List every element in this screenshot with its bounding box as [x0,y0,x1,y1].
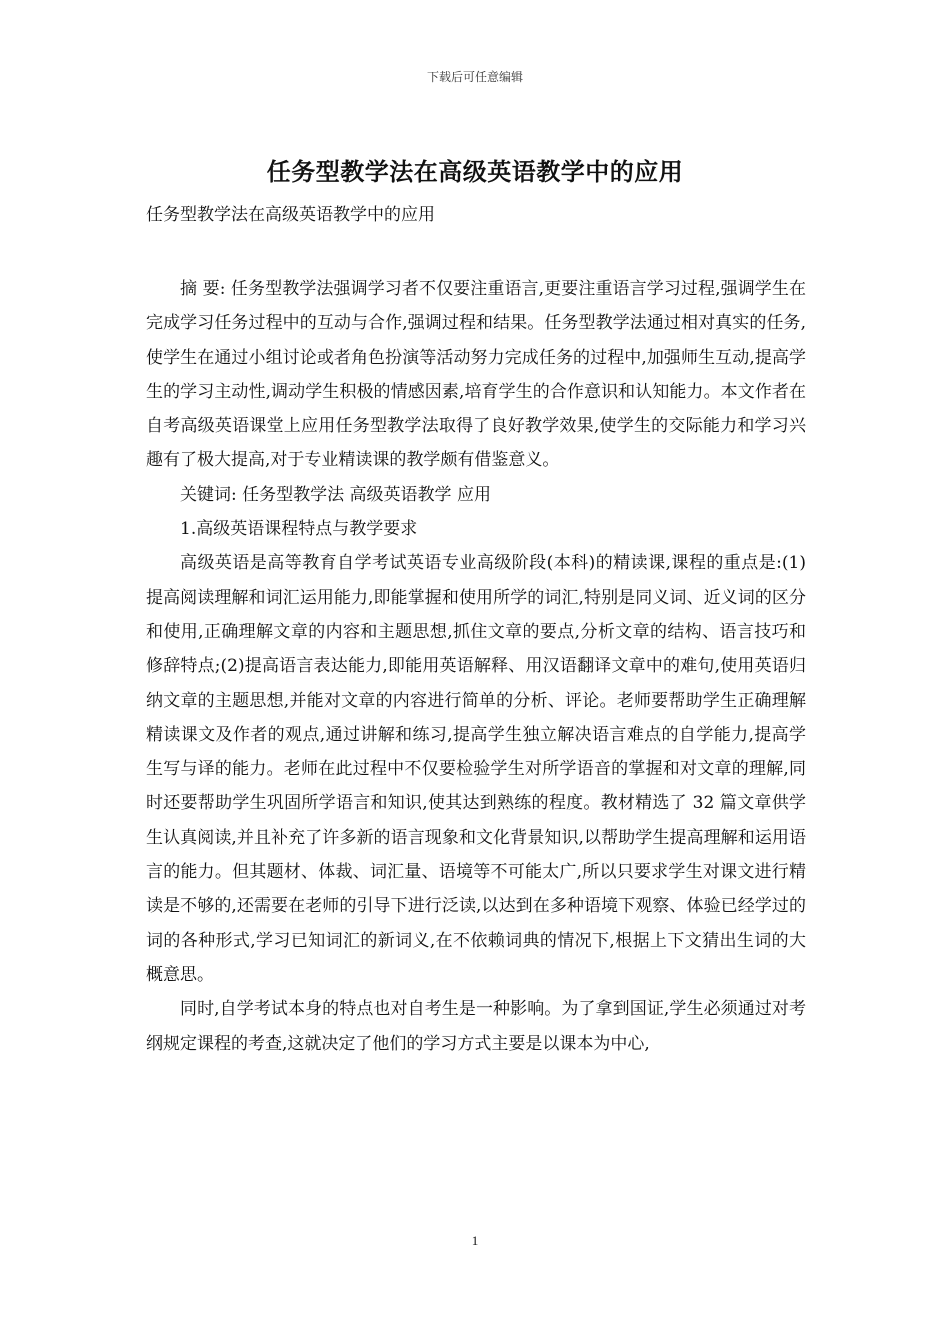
body-paragraph: 高级英语是高等教育自学考试英语专业高级阶段(本科)的精读课,课程的重点是:(1)提高阅读理解和词汇运用能力,即能掌握和使用所学的词汇,特别是同义词、近义词的区分和使用,正确理解文章的内容和主题思想,抓住文章的要点,分析文章的结构、语言技巧和修辞特点;(2)提高语言表达能力,即能用英语解释、用汉语翻译文章中的难句,使用英语归纳文章的主题思想,并能对文章的内容进行简单的分析、评论。老师要帮助学生正确理解精读课文及作者的观点,通过讲解和练习,提高学生独立解决语言难点的自学能力,提高学生写与译的能力。老师在此过程中不仅要检验学生对所学语音的掌握和对文章的理解,同时还要帮助学生巩固所学语言和知识,使其达到熟练的程度。教材精选了 32 篇文章供学生认真阅读,并且补充了许多新的语言现象和文化背景知识,以帮助学生提高理解和运用语言的能力。但其题材、体裁、词汇量、语境等不可能太广,所以只要求学生对课文进行精读是不够的,还需要在老师的引导下进行泛读,以达到在多种语境下观察、体验已经学过的词的各种形式,学习已知词汇的新词义,在不依赖词典的情况下,根据上下文猜出生词的大概意思。 [146,553,806,985]
document-subtitle: 任务型教学法在高级英语教学中的应用 [146,205,435,225]
document-title: 任务型教学法在高级英语教学中的应用 [266,158,684,186]
abstract-paragraph: 摘 要: 任务型教学法强调学习者不仅要注重语言,更要注重语言学习过程,强调学生在完成学习任务过程中的互动与合作,强调过程和结果。任务型教学法通过相对真实的任务,使学生在通过小组讨论或者角色扮演等活动努力完成任务的过程中,加强师生互动,提高学生的学习主动性,调动学生积极的情感因素,培育学生的合作意识和认知能力。本文作者在自考高级英语课堂上应用任务型教学法取得了良好教学效果,使学生的交际能力和学习兴趣有了极大提高,对于专业精读课的教学颇有借鉴意义。 [146,279,806,471]
keywords-paragraph: 关键词: 任务型教学法 高级英语教学 应用 [180,484,491,505]
header-note: 下载后可任意编辑 [426,70,523,84]
page-number: 1 [471,1233,479,1248]
body-text [146,272,806,1061]
body-paragraph: 同时,自学考试本身的特点也对自考生是一种影响。为了拿到国证,学生必须通过对考纲规定课程的考查,这就决定了他们的学习方式主要是以课本为中心, [146,999,806,1054]
section-heading: 1.高级英语课程特点与教学要求 [180,519,418,540]
